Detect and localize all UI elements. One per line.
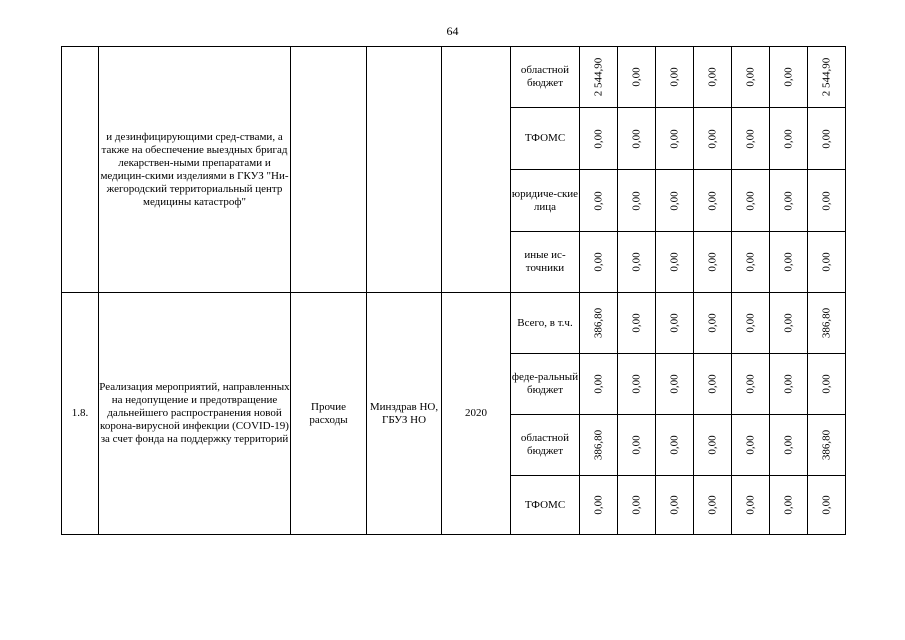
value-cell: 0,00 bbox=[732, 293, 770, 354]
value-cell: 0,00 bbox=[732, 354, 770, 415]
value-cell: 386,80 bbox=[808, 293, 846, 354]
value-cell: 2 544,90 bbox=[808, 47, 846, 108]
value-cell: 0,00 bbox=[580, 354, 618, 415]
value-cell: 0,00 bbox=[770, 476, 808, 535]
value-cell: 0,00 bbox=[580, 170, 618, 232]
value-cell: 0,00 bbox=[732, 47, 770, 108]
value-cell: 0,00 bbox=[694, 108, 732, 170]
value-cell: 0,00 bbox=[694, 354, 732, 415]
value-cell: 0,00 bbox=[694, 232, 732, 293]
value-cell: 0,00 bbox=[618, 476, 656, 535]
value-cell: 0,00 bbox=[808, 476, 846, 535]
value-cell: 0,00 bbox=[694, 47, 732, 108]
value-cell: 0,00 bbox=[580, 232, 618, 293]
value-cell: 2 544,90 bbox=[580, 47, 618, 108]
funding-source: областной бюджет bbox=[511, 415, 580, 476]
funding-source: иные ис-точники bbox=[511, 232, 580, 293]
value-cell: 0,00 bbox=[694, 415, 732, 476]
funding-source: феде-ральный бюджет bbox=[511, 354, 580, 415]
table-row bbox=[62, 47, 846, 108]
value-cell: 0,00 bbox=[732, 108, 770, 170]
value-cell: 0,00 bbox=[618, 415, 656, 476]
value-cell: 0,00 bbox=[808, 170, 846, 232]
value-cell: 0,00 bbox=[770, 232, 808, 293]
funding-source: ТФОМС bbox=[511, 476, 580, 535]
value-cell: 0,00 bbox=[618, 232, 656, 293]
value-cell: 0,00 bbox=[580, 108, 618, 170]
value-cell: 0,00 bbox=[732, 415, 770, 476]
value-cell: 0,00 bbox=[618, 108, 656, 170]
value-cell: 0,00 bbox=[618, 293, 656, 354]
value-cell: 0,00 bbox=[656, 415, 694, 476]
value-cell: 0,00 bbox=[808, 354, 846, 415]
year: 2020 bbox=[442, 293, 511, 535]
budget-table bbox=[61, 46, 846, 535]
value-cell: 0,00 bbox=[732, 170, 770, 232]
year-cell bbox=[442, 47, 511, 293]
expense-type-cell bbox=[291, 47, 367, 293]
activity-description: Реализация мероприятий, направленных на недопущение и предотвращение дальнейшего распространения новой корона-вирусной инфекции (COVID-19) за счет фонда на поддержку территорий bbox=[99, 293, 291, 535]
value-cell: 386,80 bbox=[580, 415, 618, 476]
value-cell: 386,80 bbox=[808, 415, 846, 476]
value-cell: 0,00 bbox=[618, 170, 656, 232]
value-cell: 0,00 bbox=[656, 354, 694, 415]
value-cell: 0,00 bbox=[656, 476, 694, 535]
value-cell: 0,00 bbox=[732, 232, 770, 293]
funding-source: ТФОМС bbox=[511, 108, 580, 170]
value-cell: 0,00 bbox=[770, 293, 808, 354]
value-cell: 0,00 bbox=[808, 108, 846, 170]
value-cell: 0,00 bbox=[656, 170, 694, 232]
row-number: 1.8. bbox=[62, 293, 99, 535]
executor: Минздрав НО, ГБУЗ НО bbox=[367, 293, 442, 535]
activity-description: и дезинфицирующими сред-ствами, а также на обеспечение выездных бригад лекарствен-ными препаратами и медицин-скими изделиями в ГКУЗ "Ни-жегородский территориальный центр медицины катастроф" bbox=[99, 47, 291, 293]
value-cell: 0,00 bbox=[808, 232, 846, 293]
value-cell: 0,00 bbox=[770, 170, 808, 232]
value-cell: 0,00 bbox=[770, 415, 808, 476]
value-cell: 0,00 bbox=[618, 47, 656, 108]
value-cell: 0,00 bbox=[694, 170, 732, 232]
value-cell: 0,00 bbox=[694, 476, 732, 535]
value-cell: 0,00 bbox=[770, 108, 808, 170]
table-row bbox=[62, 293, 846, 354]
funding-source: Всего, в т.ч. bbox=[511, 293, 580, 354]
value-cell: 0,00 bbox=[770, 47, 808, 108]
funding-source: областной бюджет bbox=[511, 47, 580, 108]
value-cell: 0,00 bbox=[694, 293, 732, 354]
number-cell bbox=[62, 47, 99, 293]
value-cell: 0,00 bbox=[732, 476, 770, 535]
value-cell: 0,00 bbox=[656, 232, 694, 293]
value-cell: 0,00 bbox=[656, 108, 694, 170]
value-cell: 0,00 bbox=[580, 476, 618, 535]
value-cell: 0,00 bbox=[618, 354, 656, 415]
value-cell: 386,80 bbox=[580, 293, 618, 354]
value-cell: 0,00 bbox=[656, 47, 694, 108]
executor-cell bbox=[367, 47, 442, 293]
funding-source: юридиче-ские лица bbox=[511, 170, 580, 232]
value-cell: 0,00 bbox=[656, 293, 694, 354]
expense-type: Прочие расходы bbox=[291, 293, 367, 535]
page-number: 64 bbox=[446, 24, 459, 38]
value-cell: 0,00 bbox=[770, 354, 808, 415]
